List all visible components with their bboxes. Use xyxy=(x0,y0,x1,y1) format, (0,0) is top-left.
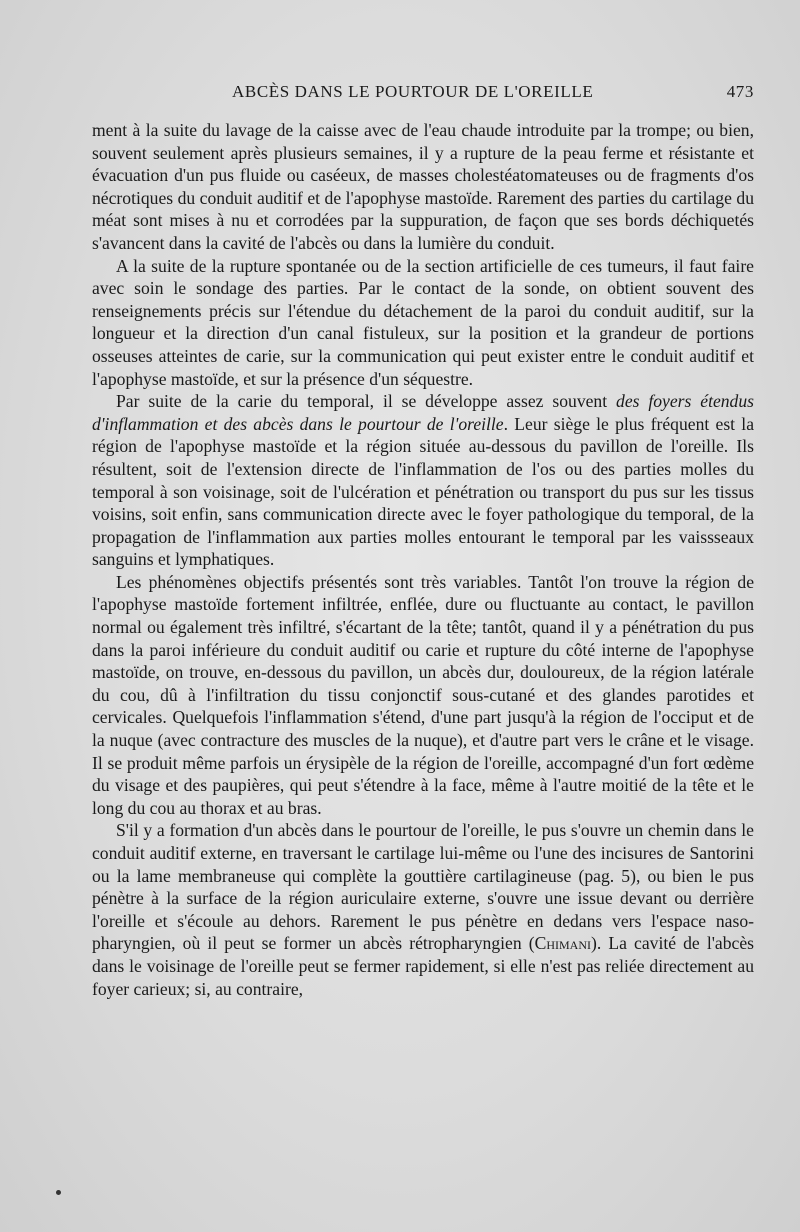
paragraph-3-text-end: . Leur siège le plus fréquent est la région de l'apophyse mastoïde et la région située au-dessous du pavillon de l'oreille. Ils résultent, soit de l'extension directe de l'inflammation de l'os ou des parties molles du temporal à son voisinage, soit de l'ulcération et pénétration ou transport du pus sur les tissus voisins, soit enfin, sans communication directe avec le foyer pathologique du temporal, de la propagation de l'inflammation aux parties molles entourant le temporal par les vaissseaux sanguins et lymphatiques. xyxy=(92,413,754,570)
body-text xyxy=(92,119,754,1000)
paragraph-1: ment à la suite du lavage de la caisse avec de l'eau chaude introduite par la trompe; ou bien, souvent seulement après plusieurs semaines, il y a rupture de la peau ferme et résistante et évacuation d'un pus fluide ou caséeux, de masses cholestéatomateuses ou de fragments d'os nécrotiques du conduit auditif et de l'apophyse mastoïde. Rarement des parties du cartilage du méat sont mises à nu et corrodées par la suppuration, de façon que ses bords déchiquetés s'avancent dans la cavité de l'abcès ou dans la lumière du conduit. xyxy=(92,120,754,253)
print-speck xyxy=(56,1190,61,1195)
paragraph-5-text-end: ). La cavité de l'abcès dans le voisinage de l'oreille peut se fermer rapidement, si elle n'est pas reliée directement au foyer carieux; si, au contraire, xyxy=(92,933,754,999)
paragraph-4: Les phénomènes objectifs présentés sont très variables. Tantôt l'on trouve la région de l'apophyse mastoïde fortement infiltrée, enflée, dure ou fluctuante au contact, le pavillon normal ou également très infiltré, s'écartant de la tête; tantôt, quand il y a pénétration du pus dans la paroi inférieure du conduit auditif ou carie et rupture du côté interne de l'apophyse mastoïde, on trouve, en-dessous du pavillon, un abcès dur, douloureux, de la région latérale du cou, dû à l'infiltration du tissu conjonctif sous-cutané et des glandes parotides et cervicales. Quelquefois l'inflammation s'étend, d'une part jusqu'à la région de l'occiput et de la nuque (avec contracture des muscles de la nuque), et d'autre part vers le crâne et le visage. Il se produit même parfois un érysipèle de la région de l'oreille, accompagné d'un fort œdème du visage et des paupières, qui peut s'étendre à la face, même à l'autre moitié de la tête et le long du cou au thorax et au bras. xyxy=(92,571,754,818)
paragraph-3 xyxy=(92,390,754,571)
emphasis-text: des foyers étendus d'inflammation et des abcès dans le pourtour de l'oreille xyxy=(92,391,754,434)
page-header xyxy=(92,82,754,106)
paragraph-2: A la suite de la rupture spontanée ou de la section artificielle de ces tumeurs, il faut faire avec soin le sondage des parties. Par le contact de la sonde, on obtient souvent des renseignements précis sur l'étendue du détachement de la paroi du conduit auditif, sur la longueur et la direction d'un canal fistuleux, sur la position et la grandeur de portions osseuses atteintes de carie, sur la communication qui peut exister entre le conduit auditif et l'apophyse mastoïde, et sur la présence d'un séquestre. xyxy=(92,255,754,389)
paragraph-5-text: S'il y a formation d'un abcès dans le pourtour de l'oreille, le pus s'ouvre un chemin dans le conduit auditif externe, en traversant le cartilage lui-même ou l'une des incisures de Santorini ou la lame membraneuse qui complète la gouttière cartilagineuse (pag. 5), ou bien le pus pénètre à la surface de la région auriculaire externe, s'ouvre une issue devant ou derrière l'oreille et s'écoule au dehors. Rarement le pus pénètre en dedans vers l'espace naso-pharyngien, où il peut se former un abcès rétropharyngien ( xyxy=(92,820,754,954)
running-head: ABCÈS DANS LE POURTOUR DE L'OREILLE xyxy=(232,82,594,101)
paragraph-5 xyxy=(92,819,754,1000)
author-name: Chimani xyxy=(534,933,591,954)
paragraph-3-text: Par suite de la carie du temporal, il se développe assez souvent xyxy=(116,391,617,412)
page-number: 473 xyxy=(726,82,754,101)
